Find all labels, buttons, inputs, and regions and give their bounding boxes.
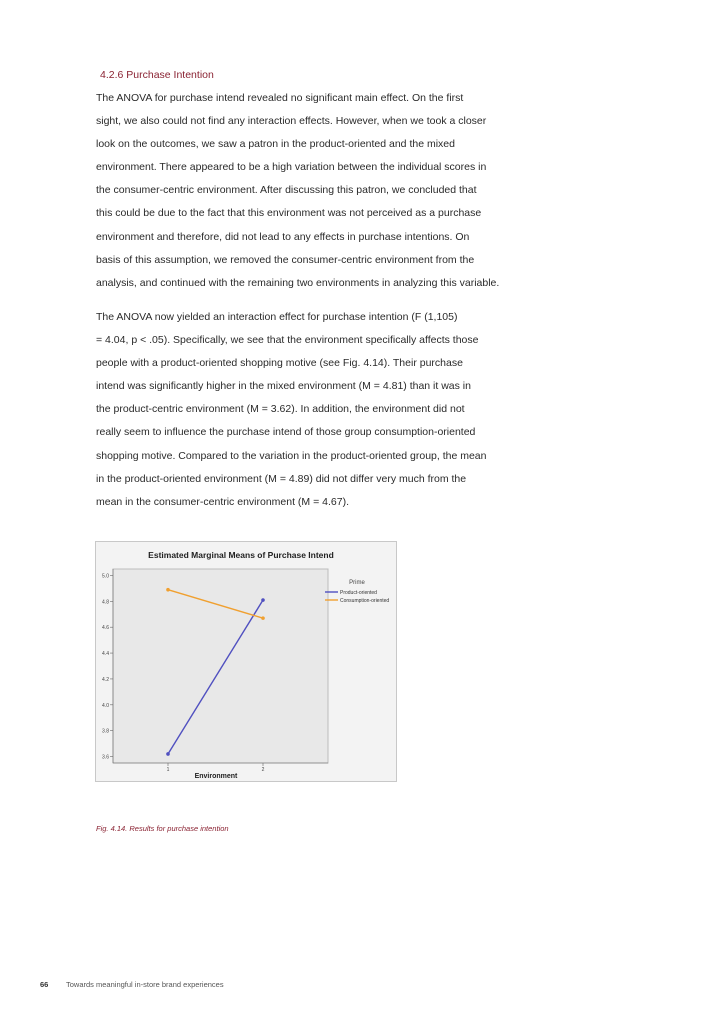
text-line: the consumer-centric environment. After discussing this patron, we concluded that [96, 184, 477, 197]
x-tick-label: 2 [261, 767, 265, 773]
text-line: people with a product-oriented shopping motive (see Fig. 4.14). Their purchase [96, 357, 463, 370]
figure-caption: Fig. 4.14. Results for purchase intention [96, 824, 229, 833]
y-tick-label: 5.0 [102, 573, 109, 580]
text-line: sight, we also could not find any interaction effects. However, when we took a closer [96, 115, 487, 128]
y-tick-label: 4.8 [102, 599, 109, 606]
plot-area [113, 569, 328, 763]
text-line: look on the outcomes, we saw a patron in the product-oriented and the mixed [96, 138, 455, 151]
text-line: The ANOVA now yielded an interaction effect for purchase intention (F (1,105) [96, 311, 458, 323]
text-line: basis of this assumption, we removed the consumer-centric environment from the [96, 253, 475, 266]
data-point-consumption-oriented [166, 588, 170, 592]
text-line: this could be due to the fact that this environment was not perceived as a purchase [96, 207, 482, 220]
text-line: mean in the consumer-centric environment (M = 4.67). [96, 495, 349, 508]
text-line: = 4.04, p < .05). Specifically, we see that the environment specifically affects those [96, 334, 479, 347]
y-tick-label: 4.2 [102, 676, 109, 683]
text-line: intend was significantly higher in the mixed environment (M = 4.81) than it was in [96, 380, 471, 393]
legend-title: Prime [349, 580, 365, 586]
y-tick-label: 3.8 [102, 728, 109, 735]
text-line: in the product-oriented environment (M = 4.89) did not differ very much from the [96, 472, 467, 485]
section-heading: 4.2.6 Purchase Intention [100, 69, 214, 81]
running-title: Towards meaningful in-store brand experiences [66, 980, 224, 989]
legend-label-product-oriented: Product-oriented [340, 590, 377, 596]
data-point-consumption-oriented [261, 616, 265, 620]
y-tick-label: 3.6 [102, 754, 109, 761]
x-axis-label: Environment [194, 773, 238, 780]
chart-title: Estimated Marginal Means of Purchase Intend [148, 550, 334, 560]
data-point-product-oriented [261, 598, 265, 602]
paragraph-1 [96, 87, 536, 295]
text-line: analysis, and continued with the remaining two environments in analyzing this variable. [96, 276, 500, 289]
chart-svg [95, 541, 397, 782]
paragraph-2 [96, 306, 536, 514]
y-tick-label: 4.4 [102, 651, 109, 658]
text-line: really seem to influence the purchase intend of those group consumption-oriented [96, 426, 476, 439]
figure-4-14 [95, 541, 397, 782]
y-tick-label: 4.0 [102, 702, 109, 709]
text-line: environment. There appeared to be a high variation between the individual scores in [96, 161, 487, 174]
legend-label-consumption-oriented: Consumption-oriented [340, 598, 390, 604]
data-point-product-oriented [166, 752, 170, 756]
text-line: the product-centric environment (M = 3.62). In addition, the environment did not [96, 403, 465, 416]
text-line: The ANOVA for purchase intend revealed no significant main effect. On the first [96, 92, 464, 104]
text-line: shopping motive. Compared to the variation in the product-oriented group, the mean [96, 449, 487, 462]
text-line: environment and therefore, did not lead to any effects in purchase intentions. On [96, 230, 470, 243]
x-tick-label: 1 [166, 767, 170, 773]
y-tick-label: 4.6 [102, 625, 109, 632]
page-number: 66 [40, 980, 49, 989]
